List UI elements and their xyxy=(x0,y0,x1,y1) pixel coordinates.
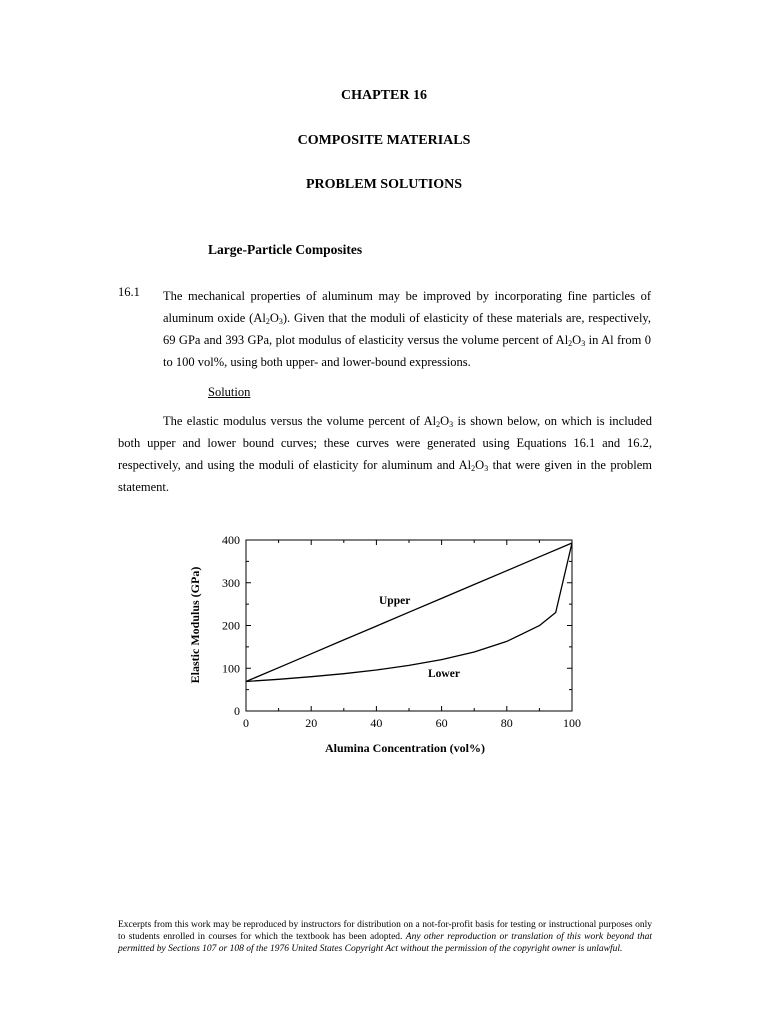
y-tick-label: 300 xyxy=(222,575,240,590)
x-tick-label: 20 xyxy=(305,716,318,730)
problem-statement: The mechanical properties of aluminum may be improved by incorporating fine particles of aluminum oxide $(Al_2O_3)$. Given that the moduli of elasticity of these materials are, respectively, 69 GPa and 393 GPa, plot modulus of elasticity versus the volume percent of $Al_2O_3$ in Al from 0 to 100 vol%, using both upper- and lower-bound expressions. xyxy=(163,289,651,369)
chapter-subject-heading: COMPOSITE MATERIALS xyxy=(297,133,471,148)
upper-curve-label: Upper xyxy=(379,595,411,607)
y-axis-title: Elastic Modulus (GPa) xyxy=(188,566,202,684)
series-lines xyxy=(246,543,572,682)
section-title: Large-Particle Composites xyxy=(208,242,363,257)
elastic-modulus-chart xyxy=(180,525,600,760)
upper-bound-curve xyxy=(246,543,572,682)
solution-label: Solution xyxy=(208,385,251,399)
x-tick-label: 80 xyxy=(500,716,513,730)
chapter-heading: CHAPTER 16 xyxy=(341,88,427,103)
y-tick-label: 100 xyxy=(222,661,240,676)
problem-number: 16.1 xyxy=(118,285,140,299)
y-tick-label: 0 xyxy=(234,704,240,718)
plot-frame xyxy=(246,540,572,711)
x-tick-label: 60 xyxy=(435,716,448,730)
x-axis xyxy=(243,540,581,730)
x-tick-label: 40 xyxy=(370,716,383,730)
lower-curve-label: Lower xyxy=(428,668,460,680)
x-tick-label: 0 xyxy=(243,716,249,730)
copyright-notice: Excerpts from this work may be reproduced by instructors for distribution on a not-for-profit basis for testing or instructional purposes only to students enrolled in courses for which the textbook has been adopted. Any other reproduction or translation of this work beyond that permitted by Sections 107 or 108 of the 1976 United States Copyright Act without the permission of the copyright owner is unlawful. xyxy=(118,920,652,954)
y-axis xyxy=(222,533,572,718)
problem-solutions-heading: PROBLEM SOLUTIONS xyxy=(306,177,462,192)
x-tick-label: 100 xyxy=(563,716,581,730)
x-axis-title: Alumina Concentration (vol%) xyxy=(325,741,485,755)
y-tick-label: 400 xyxy=(222,533,240,547)
solution-text: The elastic modulus versus the volume percent of $Al_2O_3$ is shown below, on which is included both upper and lower bound curves; these curves were generated using Equations 16.1 and 16.2, respectively, and using the moduli of elasticity for aluminum and $Al_2O_3$ that were given in the problem statement. xyxy=(118,414,653,494)
y-tick-label: 200 xyxy=(222,618,240,633)
